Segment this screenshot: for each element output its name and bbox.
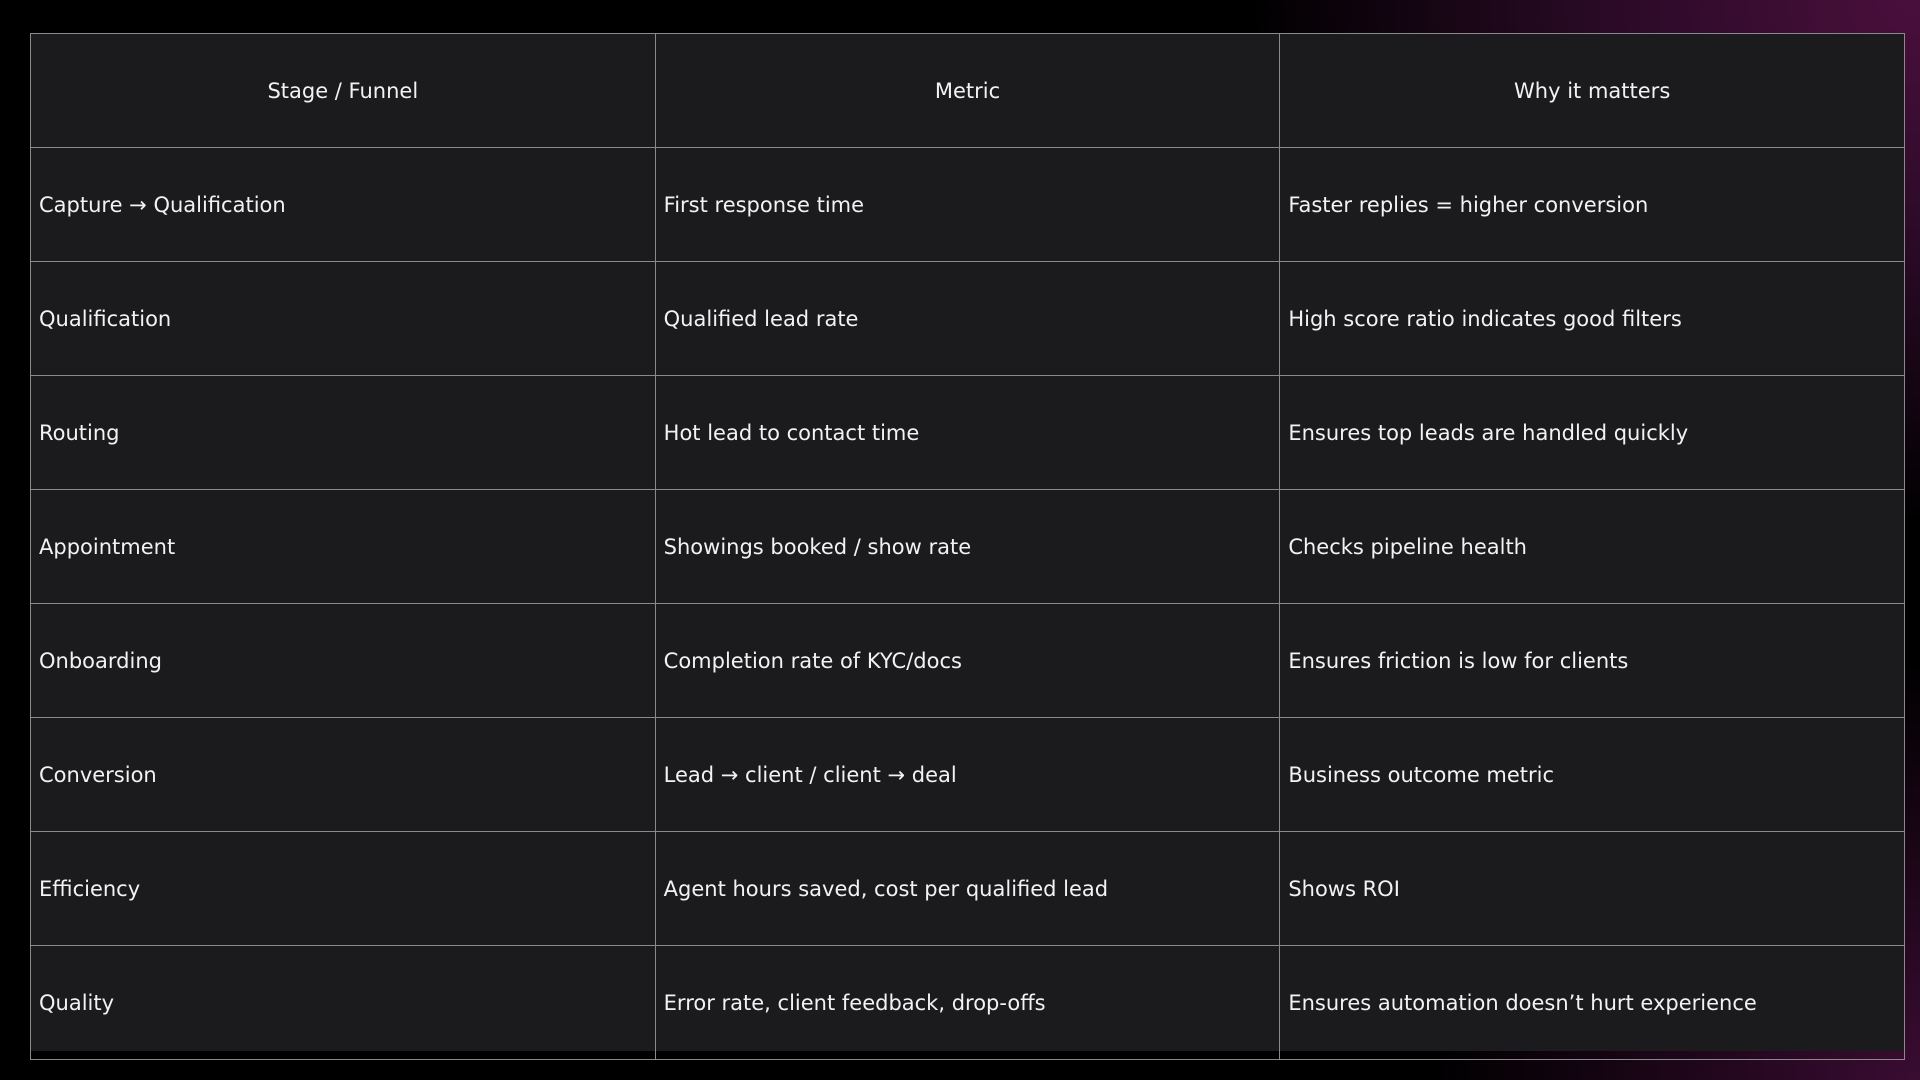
table-row	[31, 718, 1905, 832]
table-row	[31, 376, 1905, 490]
cell-metric: Qualified lead rate	[655, 262, 1280, 376]
cell-why: Ensures top leads are handled quickly	[1280, 376, 1905, 490]
cell-stage: Capture → Qualification	[31, 148, 656, 262]
metrics-table-container	[30, 33, 1905, 1051]
table-row	[31, 490, 1905, 604]
table-row	[31, 148, 1905, 262]
cell-metric: Hot lead to contact time	[655, 376, 1280, 490]
table-row	[31, 262, 1905, 376]
header-metric: Metric	[655, 34, 1280, 148]
cell-why: Ensures friction is low for clients	[1280, 604, 1905, 718]
cell-stage: Onboarding	[31, 604, 656, 718]
cell-why: Faster replies = higher conversion	[1280, 148, 1905, 262]
cell-stage: Conversion	[31, 718, 656, 832]
cell-stage: Efficiency	[31, 832, 656, 946]
cell-stage: Quality	[31, 946, 656, 1060]
cell-why: Checks pipeline health	[1280, 490, 1905, 604]
table-row	[31, 946, 1905, 1060]
cell-why: Ensures automation doesn’t hurt experience	[1280, 946, 1905, 1060]
table-header-row	[31, 34, 1905, 148]
cell-metric: Agent hours saved, cost per qualified lead	[655, 832, 1280, 946]
cell-metric: Completion rate of KYC/docs	[655, 604, 1280, 718]
cell-why: Shows ROI	[1280, 832, 1905, 946]
cell-why: Business outcome metric	[1280, 718, 1905, 832]
cell-stage: Routing	[31, 376, 656, 490]
cell-why: High score ratio indicates good filters	[1280, 262, 1905, 376]
cell-metric: Lead → client / client → deal	[655, 718, 1280, 832]
table-row	[31, 832, 1905, 946]
header-why-it-matters: Why it matters	[1280, 34, 1905, 148]
cell-metric: First response time	[655, 148, 1280, 262]
table-row	[31, 604, 1905, 718]
metrics-table	[30, 33, 1905, 1060]
cell-metric: Showings booked / show rate	[655, 490, 1280, 604]
header-stage: Stage / Funnel	[31, 34, 656, 148]
cell-stage: Qualification	[31, 262, 656, 376]
cell-metric: Error rate, client feedback, drop-offs	[655, 946, 1280, 1060]
cell-stage: Appointment	[31, 490, 656, 604]
